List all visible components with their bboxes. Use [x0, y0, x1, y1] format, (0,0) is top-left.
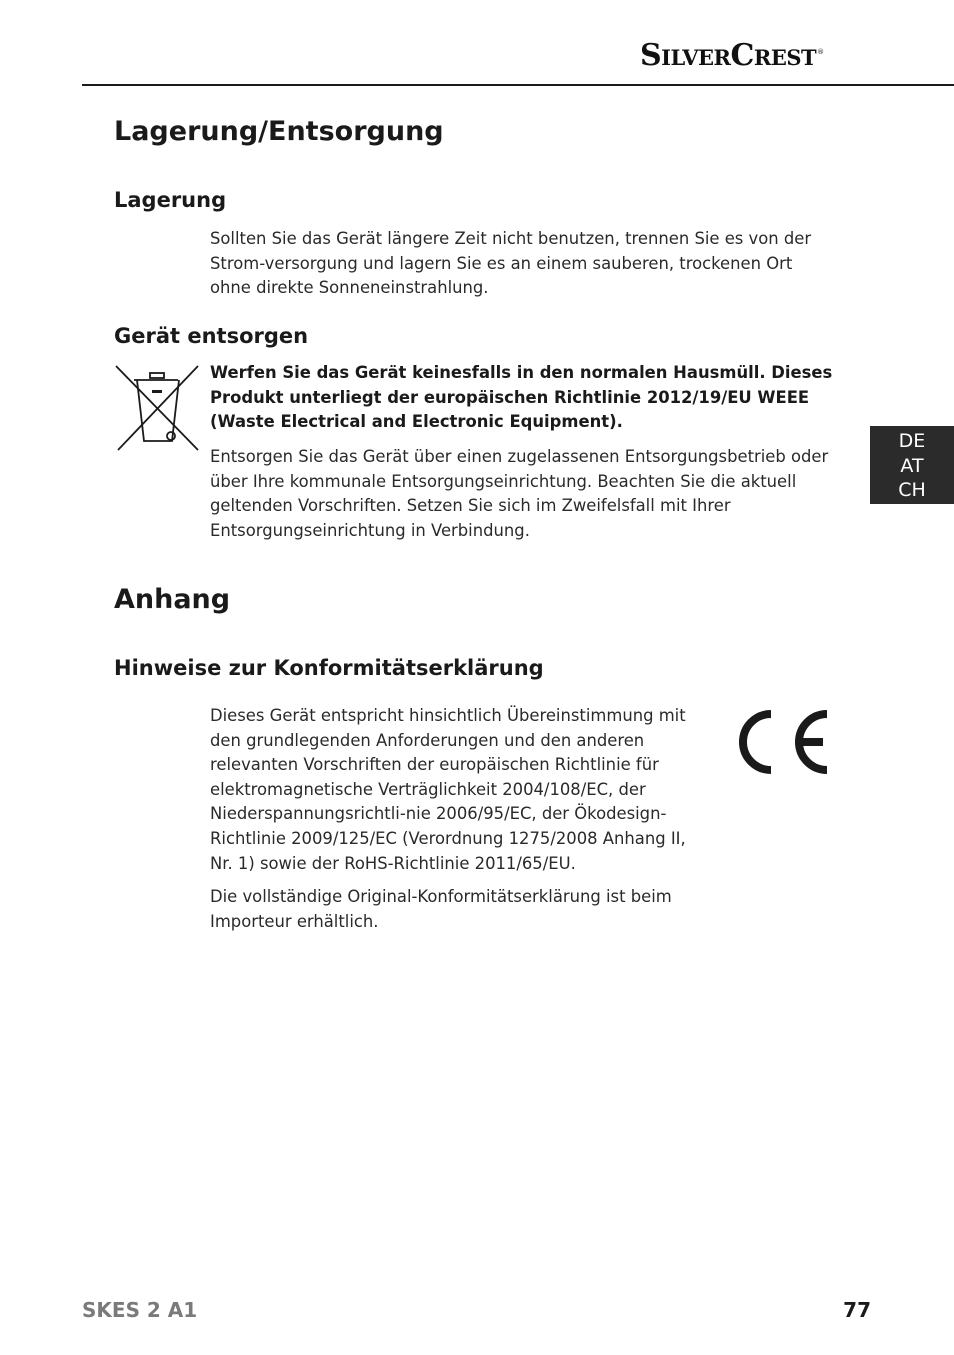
- language-code: AT: [900, 454, 924, 477]
- crossed-out-wheelie-bin-icon: [114, 364, 202, 454]
- brand-name: SilverCrest: [640, 38, 817, 73]
- footer-model: SKES 2 A1: [82, 1298, 198, 1322]
- header-divider: [82, 84, 954, 86]
- language-tab: [870, 426, 954, 504]
- heading-disposal: Gerät entsorgen: [114, 324, 309, 348]
- disposal-text: Entsorgen Sie das Gerät über einen zugelassenen Entsorgungsbetrieb oder über Ihre kommunale Entsorgungseinrichtung. Beachten Sie die aktuell geltenden Vorschriften. Setzen Sie sich im Zweifelsfall mit Ihrer Entsorgungseinrichtung in Verbindung.: [210, 447, 829, 540]
- conformity-availability-text: Die vollständige Original-Konformitätserklärung ist beim Importeur erhältlich.: [210, 887, 672, 931]
- language-code: CH: [898, 479, 926, 501]
- storage-text: Sollten Sie das Gerät längere Zeit nicht benutzen, trennen Sie es von der Strom-versorgung und lagern Sie es an einem sauberen, trockenen Ort ohne direkte Sonneneinstrahlung.: [210, 229, 812, 298]
- disposal-warning: Werfen Sie das Gerät keinesfalls in den normalen Hausmüll. Dieses Produkt unterliegt der europäischen Richtlinie 2012/19/EU WEEE (Waste Electrical and Electronic Equipment).: [210, 363, 833, 432]
- page-number: 77: [843, 1298, 871, 1322]
- brand-logo: [640, 38, 840, 73]
- heading-storage: Lagerung: [114, 188, 227, 212]
- ce-mark-icon: [730, 706, 830, 778]
- brand-registered-mark: ®: [817, 48, 824, 56]
- conformity-text: Dieses Gerät entspricht hinsichtlich Übereinstimmung mit den grundlegenden Anforderungen und den anderen relevanten Vorschriften der europäischen Richtlinie für elektromagnetische Verträglichkeit 2004/108/EC, der Niederspannungsrichtli-nie 2006/95/EC, der Ökodesign-Richtlinie 2009/125/EC (Verordnung 1275/2008 Anhang II, Nr. 1) sowie der RoHS-Richtlinie 2011/65/EU.: [210, 706, 686, 873]
- heading-conformity: Hinweise zur Konformitätserklärung: [114, 656, 544, 680]
- language-code: DE: [898, 430, 926, 452]
- section-title-storage-disposal: Lagerung/Entsorgung: [114, 116, 444, 147]
- section-title-appendix: Anhang: [114, 584, 231, 615]
